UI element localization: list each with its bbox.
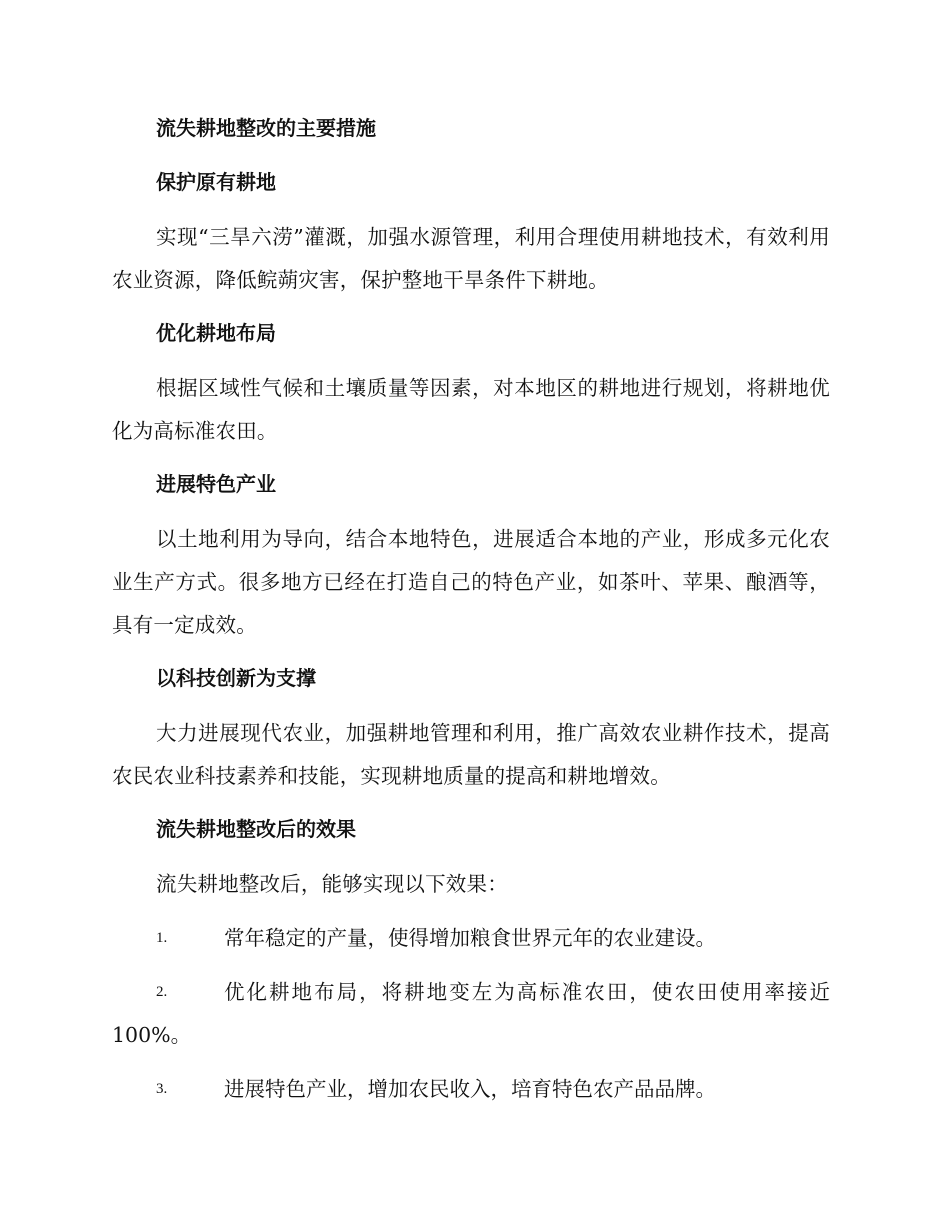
paragraph: 实现“三旱六涝”灌溉，加强水源管理，利用合理使用耕地技术，有效利用农业资源，降低鲩蒴灾害，保护整地干旱条件下耕地。 (112, 225, 830, 292)
section-heading: 优化耕地布局 (156, 321, 276, 345)
list-item (112, 917, 830, 960)
list-item (112, 971, 830, 1057)
list-item (112, 1068, 830, 1111)
list-number: 3. (156, 1081, 168, 1097)
list-number: 2. (156, 984, 168, 1000)
list-text: 进展特色产业，增加农民收入，培育特色农产品品牌。 (224, 1077, 716, 1101)
paragraph: 以土地利用为导向，结合本地特色，进展适合本地的产业，形成多元化农业生产方式。很多地方已经在打造自己的特色产业，如茶叶、苹果、酿酒等，具有一定成效。 (112, 527, 830, 637)
section-heading: 以科技创新为支撑 (156, 666, 316, 690)
section-heading: 流失耕地整改的主要措施 (156, 116, 376, 140)
paragraph: 大力进展现代农业，加强耕地管理和利用，推广高效农业耕作技术，提高农民农业科技素养和技能，实现耕地质量的提高和耕地增效。 (112, 721, 830, 788)
section-heading: 保护原有耕地 (156, 170, 276, 194)
section-heading: 流失耕地整改后的效果 (156, 817, 356, 841)
paragraph: 根据区域性气候和土壤质量等因素，对本地区的耕地进行规划，将耕地优化为高标准农田。 (112, 376, 830, 443)
list-number: 1. (156, 930, 168, 946)
list-text: 优化耕地布局，将耕地变左为高标准农田，使农田使用率接近100%。 (112, 980, 830, 1047)
paragraph: 流失耕地整改后，能够实现以下效果： (156, 872, 508, 896)
list-text: 常年稳定的产量，使得增加粮食世界元年的农业建设。 (224, 926, 716, 950)
document-page (112, 108, 830, 1122)
section-heading: 进展特色产业 (156, 472, 276, 496)
